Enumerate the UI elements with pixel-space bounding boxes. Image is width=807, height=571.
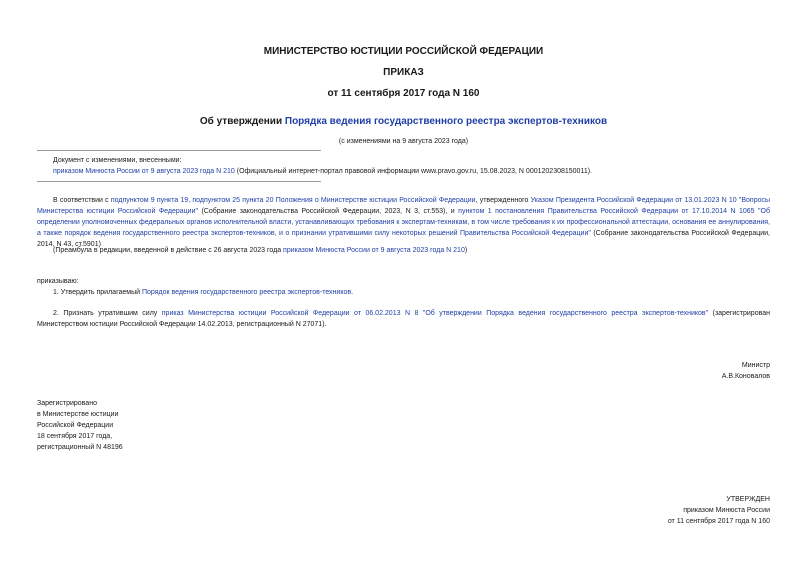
title-prefix: Об утверждении [199,116,285,127]
preamble-link-2[interactable]: Указом Президента Российской Федерации от 13.01.2023 N 10 "Вопросы Министерства юстиции Российской Федерации" [37,197,771,215]
changes-top-rule [37,150,321,151]
registration-line-2: в Министерстве юстиции [37,411,119,418]
preamble-link-1[interactable]: подпунктом 9 пункта 19, подпунктом 25 пункта 20 Положения о Министерстве юстиции Российской Федерации [110,197,476,204]
registration-line-5: регистрационный N 48196 [37,444,123,451]
item1-suffix: . [351,289,354,296]
order-item-1 [53,287,770,298]
signature-name: А.В.Коновалов [721,373,770,380]
document-title [0,116,807,127]
registration-line-3: Российской Федерации [37,422,114,429]
edition-link[interactable]: приказом Минюста России от 9 августа 2023 года N 210 [283,247,465,254]
ministry-heading: МИНИСТЕРСТВО ЮСТИЦИИ РОССИЙСКОЙ ФЕДЕРАЦИИ [263,46,544,57]
date-number-heading: от 11 сентября 2017 года N 160 [327,88,480,99]
item1-link[interactable]: Порядок ведения государственного реестра экспертов-техников [141,289,352,296]
order-intro: приказываю: [37,278,79,285]
changes-line1: Документ с изменениями, внесенными: [53,157,182,164]
order-item-2 [37,308,770,330]
preamble-text-3: (Собрание законодательства Российской Федерации, 2023, N 3, ст.553), и [197,208,459,215]
approval-line-3: от 11 сентября 2017 года N 160 [667,518,770,525]
changes-bottom-rule [37,181,321,182]
edition-prefix: (Преамбула в редакции, введенной в действие с 26 августа 2023 года [53,247,284,254]
changes-rest: (Официальный интернет-портал правовой информации www.pravo.gov.ru, 15.08.2023, N 0001202308150011). [234,168,592,175]
preamble-text-1: В соответствии с [53,197,111,204]
preamble-paragraph [37,195,770,250]
item2-suffix: (зарегистрирован Министерством юстиции Российской Федерации 14.02.2013, регистрационный N 27071). [37,310,770,328]
edition-suffix: ) [464,247,468,254]
changes-link[interactable]: приказом Минюста России от 9 августа 2023 года N 210 [53,168,235,175]
approval-line-1: УТВЕРЖДЕН [726,496,770,503]
item2-link[interactable]: приказ Министерства юстиции Российской Федерации от 06.02.2013 N 8 "Об утверждении Порядка ведения государственного реестра экспертов-техников" [161,310,709,317]
doc-type-heading: ПРИКАЗ [383,67,424,78]
preamble-link-3[interactable]: пунктом 1 постановления Правительства Российской Федерации от 17.10.2014 N 1065 "Об определении уполномоченных федеральных органов исполнительной власти, устанавливающих требования к экспертам-техникам, в том числе требования к их профессиональной аттестации, основания ее аннулирования, а также порядок ведения государственного реестра экспертов-техников, и о признании утратившими силу некоторых решений Правительства Российской Федерации" [37,208,770,237]
approval-block [520,494,770,527]
amendments-note: (с изменениями на 9 августа 2023 года) [338,138,469,145]
approval-line-2: приказом Минюста России [683,507,770,514]
preamble-edition-note [53,245,770,256]
title-link[interactable]: Порядка ведения государственного реестра экспертов-техников [284,116,608,127]
registration-line-1: Зарегистрировано [37,400,97,407]
preamble-text-2: , утвержденного [475,197,531,204]
registration-line-4: 18 сентября 2017 года, [37,433,113,440]
registration-block [37,398,237,453]
item1-prefix: 1. Утвердить прилагаемый [53,289,142,296]
changes-line2 [53,166,773,177]
preamble-text-4: (Собрание законодательства Российской Федерации, 2014, N 43, ст.5901) [37,230,771,248]
item2-prefix: 2. Признать утратившим силу [53,310,162,317]
changes-box [53,155,773,177]
signature-position: Министр [741,362,770,369]
